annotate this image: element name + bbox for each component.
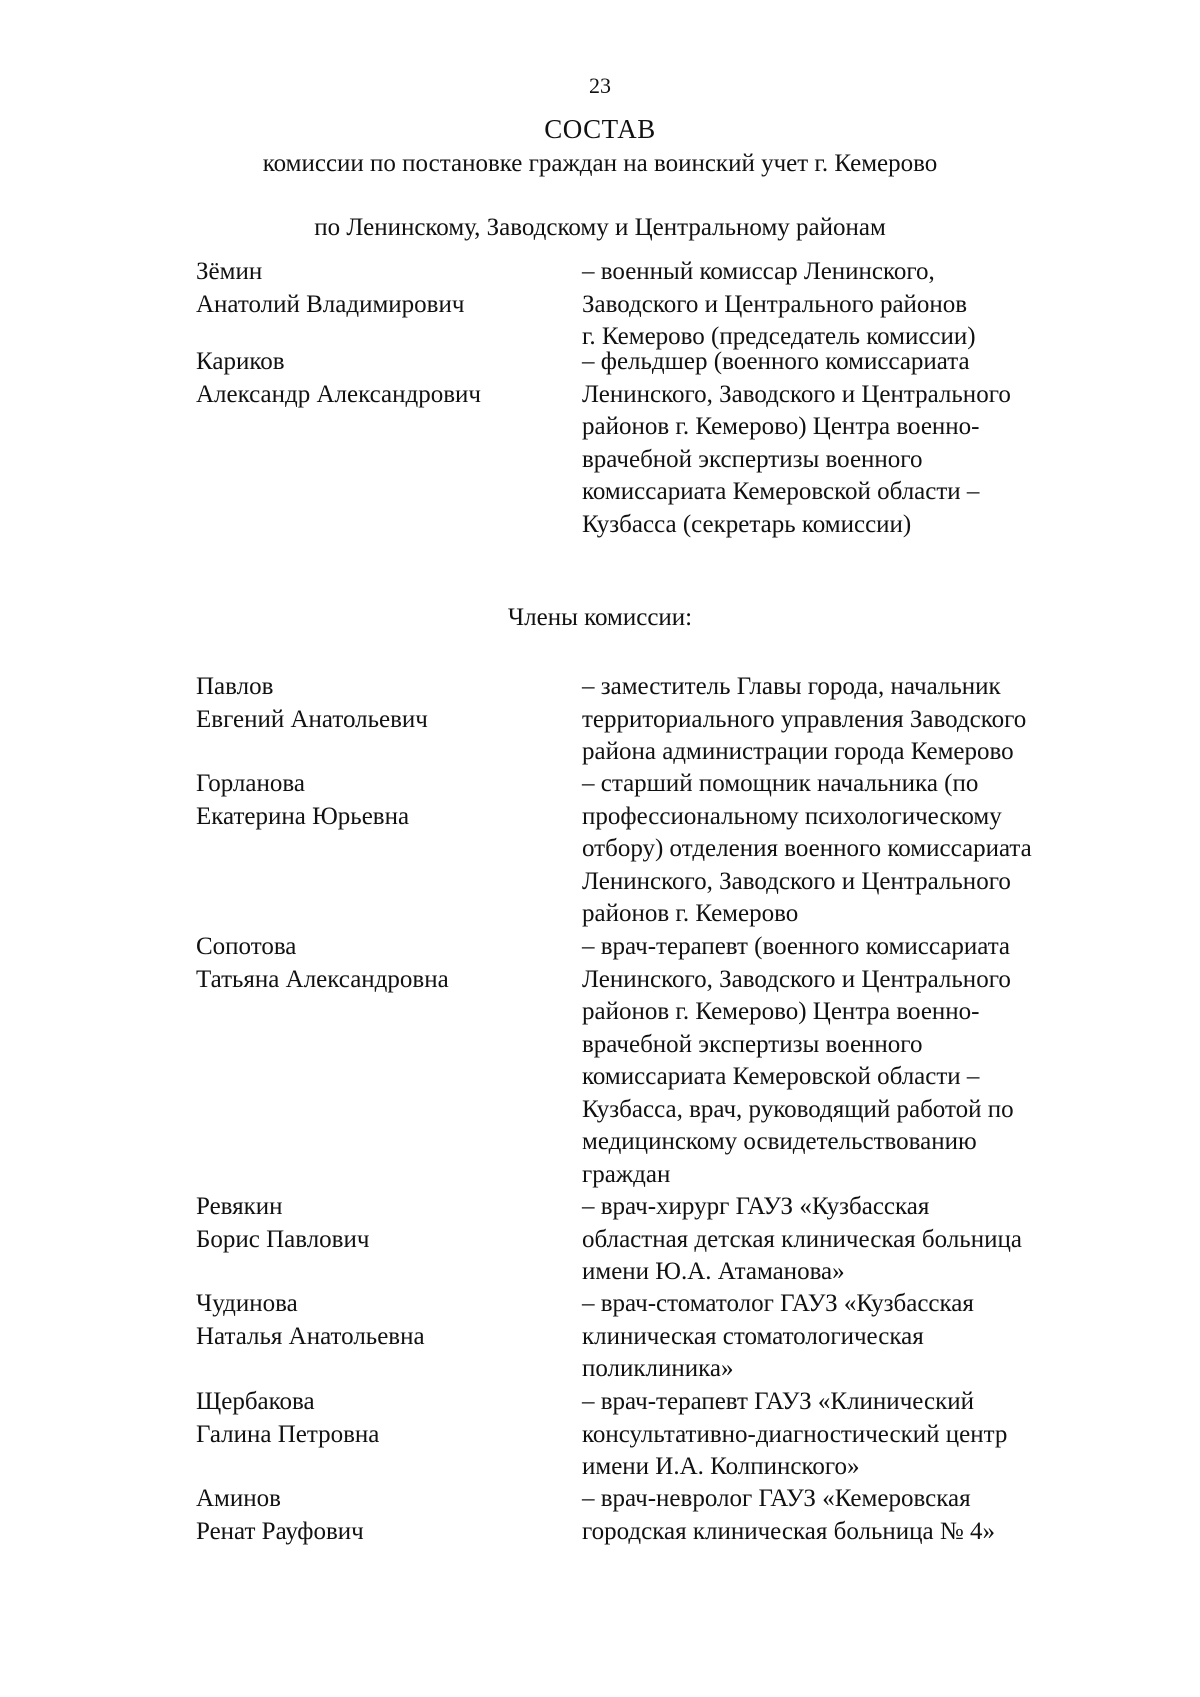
role-line: имени И.А. Колпинского» [582,1453,860,1480]
person-surname: Аминов [196,1485,281,1512]
role-line: – врач-невролог ГАУЗ «Кемеровская [582,1485,971,1512]
role-line: районов г. Кемерово) Центра военно- [582,998,980,1025]
person-name [196,768,556,833]
person-role [582,1386,1122,1484]
person-surname: Зёмин [196,258,263,285]
role-line: комиссариата Кемеровской области – [582,478,980,505]
person-given-names: Татьяна Александровна [196,965,449,993]
role-line: врачебной экспертизы военного [582,1030,923,1058]
person-role [582,931,1122,1191]
role-line: консультативно-диагностический центр [582,1420,1008,1448]
role-line: медицинскому освидетельствованию [582,1128,977,1155]
person-surname: Павлов [196,673,274,700]
role-line: Кузбасса (секретарь комиссии) [582,510,912,538]
role-line: Ленинского, Заводского и Центрального [582,965,1011,993]
person-name [196,346,556,411]
person-surname: Сопотова [196,933,297,960]
person-given-names: Галина Петровна [196,1420,380,1448]
document-subtitle-line2: по Ленинскому, Заводскому и Центральному районам [314,214,886,241]
person-given-names: Александр Александрович [196,380,481,408]
role-line: – врач-терапевт (военного комиссариата [582,933,1011,960]
person-name [196,1288,556,1353]
person-given-names: Евгений Анатольевич [196,705,428,733]
role-line: – старший помощник начальника (по [582,770,979,797]
role-line: комиссариата Кемеровской области – [582,1063,980,1090]
person-role [582,768,1122,931]
person-role [582,346,1122,541]
role-line: профессиональному психологическому [582,802,1002,830]
role-line: областная детская клиническая больница [582,1225,1022,1253]
role-line: территориального управления Заводского [582,705,1027,733]
person-name [196,931,556,996]
role-line: клиническая стоматологическая [582,1322,924,1350]
person-surname: Кариков [196,348,285,375]
person-given-names: Анатолий Владимирович [196,290,465,318]
page-number: 23 [589,73,611,98]
role-line: – заместитель Главы города, начальник [582,673,1001,700]
role-line: городская клиническая больница № 4» [582,1517,995,1545]
members-heading: Члены комиссии: [507,604,693,631]
person-name [196,1483,556,1548]
person-given-names: Наталья Анатольевна [196,1322,425,1350]
document-title: СОСТАВ [544,114,656,144]
person-given-names: Екатерина Юрьевна [196,802,410,830]
role-line: Кузбасса, врач, руководящий работой по [582,1095,1014,1123]
role-line: граждан [582,1160,671,1188]
role-line: Ленинского, Заводского и Центрального [582,380,1011,408]
role-line: – врач-терапевт ГАУЗ «Клинический [582,1388,974,1415]
role-line: Ленинского, Заводского и Центрального [582,867,1011,895]
role-line: – врач-хирург ГАУЗ «Кузбасская [582,1193,930,1220]
role-line: районов г. Кемерово [582,900,799,927]
role-line: районов г. Кемерово) Центра военно- [582,413,980,440]
document-subtitle-line1: комиссии по постановке граждан на воинский учет г. Кемерово [262,150,938,177]
role-line: имени Ю.А. Атаманова» [582,1258,845,1285]
role-line: – врач-стоматолог ГАУЗ «Кузбасская [582,1290,974,1317]
person-role [582,1191,1122,1289]
role-line: поликлиника» [582,1355,734,1382]
person-surname: Ревякин [196,1193,283,1220]
person-role [582,1288,1122,1386]
person-given-names: Ренат Рауфович [196,1517,364,1545]
person-surname: Щербакова [196,1388,315,1415]
role-line: – военный комиссар Ленинского, [582,258,935,285]
role-line: отбору) отделения военного комиссариата [582,835,1032,862]
person-role [582,671,1122,769]
role-line: врачебной экспертизы военного [582,445,923,473]
role-line: – фельдшер (военного комиссариата [582,348,970,375]
role-line: г. Кемерово (председатель комиссии) [582,323,976,350]
person-given-names: Борис Павлович [196,1225,370,1253]
person-name [196,1386,556,1451]
person-surname: Чудинова [196,1290,298,1317]
person-role [582,256,1122,354]
person-name [196,1191,556,1256]
role-line: Заводского и Центрального районов [582,290,968,318]
person-name [196,671,556,736]
person-name [196,256,556,321]
role-line: района администрации города Кемерово [582,738,1014,765]
person-surname: Горланова [196,770,305,797]
person-role [582,1483,1122,1548]
